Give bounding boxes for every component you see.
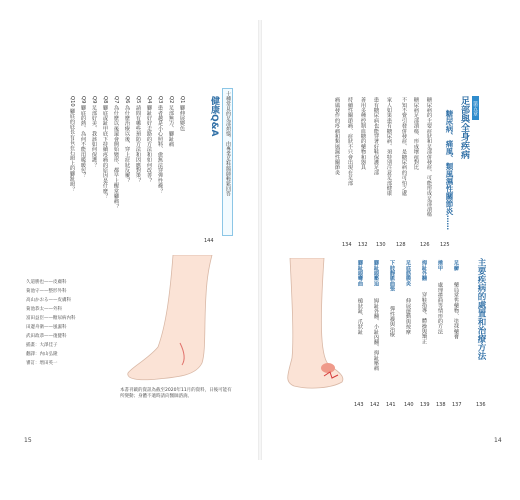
disease-0-title: 足癬 (453, 260, 459, 271)
chapter-title: 足部與全身疾病 (459, 96, 469, 159)
chapter-tag: 第五章 (472, 96, 479, 120)
disease-0-text: 藥局常售藥物、塗抹藥膏 (453, 282, 459, 340)
book-gutter (258, 20, 262, 460)
question-item: Q9 腳底的熱、為何不能用暖暖包？ (80, 96, 86, 178)
credit-item: 插畫：大澤佳子 (26, 343, 58, 348)
disease-2-text: 穿鞋指導、體操與矯正 (421, 292, 427, 344)
disease-3-page: 140 (404, 402, 414, 408)
question-item: Q6 為什麼治療以後、穿上症狀反覆？ (124, 96, 130, 184)
credit-item: 田邊舟衛——風濕科 (26, 325, 67, 330)
credit-item: 高山かおる——皮膚科 (26, 298, 71, 303)
section-1: 糖尿病足部潰瘍、形成壞疽對比 (413, 97, 419, 170)
question-item: Q1 腳伸展變色 (179, 96, 185, 132)
disease-4-page: 141 (386, 402, 396, 408)
disease-header: 主要疾病的處置和治療方法 (476, 258, 486, 360)
credit-item: 菊池守——整形外科 (26, 289, 67, 294)
question-item: Q10 腳底的底長有長在石頭上的腳趾頭？ (69, 96, 75, 192)
credit-item: 武田政恭——復健科 (26, 334, 67, 339)
question-item: Q8 腳底或趾甲底下持續疼痛的原因是什麼？ (102, 96, 108, 199)
disease-0-page: 137 (452, 402, 462, 408)
question-item: Q9 足部好美、我該如何保護？ (91, 96, 97, 168)
disease-3-title: 足底筋膜炎 (405, 260, 411, 286)
section-3: 家人如果患有糖尿病、須特別注意足部健康 (386, 97, 392, 196)
section-7: 痛風發作的疼痛和類風濕性關節炎 (334, 97, 340, 175)
section-6: 持續性關節痛、症狀不只會出現在足部 (347, 97, 353, 186)
qa-header-sub: 十種常見的足部煩惱、由專業足科醫師輕鬆回答 (222, 88, 233, 236)
disease-1-page: 138 (436, 402, 446, 408)
qa-header: 健康Q&A (209, 96, 219, 137)
disease-3-text: 伸展運動與按摩 (405, 298, 411, 335)
disease-2-title: 拇趾外翻 (421, 260, 427, 281)
section-3-page: 130 (376, 242, 386, 248)
disease-4-title: 下肢靜脈曲張 (389, 260, 395, 292)
credit-item: 久道勝也——皮膚科 (26, 280, 67, 285)
question-item: Q3 患者越是小心照料、愈無法穿彈性襪？ (157, 96, 163, 194)
disease-5-title: 腳趾頭壓迫 (373, 260, 379, 286)
section-4: 患有糖尿病也能穿著好鞋保護足部 (373, 97, 379, 175)
disease-6-page: 143 (354, 402, 364, 408)
disease-4-text: 彈性襪與治療 (389, 306, 395, 338)
section-2: 不知不覺引發併發症、是糖尿病的可怕之處 (401, 97, 407, 196)
disease-header-page: 136 (476, 402, 486, 408)
section-2-page: 128 (396, 242, 406, 248)
qa-header-page: 144 (204, 238, 214, 244)
section-0-page: 126 (420, 242, 430, 248)
disease-2-page: 139 (420, 402, 430, 408)
disease-6-text: 槌狀趾、爪狀趾 (357, 298, 363, 335)
question-item: Q7 為什麼以後還會開始變形、都早上醒常腳痛？ (113, 96, 119, 210)
section-6-page: 134 (342, 242, 352, 248)
page-number-right: 14 (494, 437, 502, 444)
section-0: 糖尿病的主要症狀和足部併發症、可能形成足部潰瘍 (426, 97, 432, 217)
section-5-page: 132 (358, 242, 368, 248)
credit-item: 菊池恭太——外科 (26, 307, 62, 312)
question-item: Q5 請問有哪些預防方法和因應對策？ (135, 96, 141, 184)
page-number-left: 15 (24, 437, 32, 444)
credit-item: 翻譯：內山弘隆 (26, 352, 58, 357)
credit-item: 富田益臣——糖尿病內科 (26, 316, 76, 321)
question-item: Q4 腳趾好好走路的方法和如何改善？ (146, 96, 152, 184)
left-foot-illustration (118, 255, 248, 385)
credit-item: 審訂：增田英一 (26, 361, 58, 366)
publication-note: 本書刊載的資訊為截至2020年11月的資料，日後可能有所變動；身體不適時請向醫師諮詢。 (120, 388, 232, 399)
chapter-subtitle: 糖尿病、痛風、類風濕性關節炎…… (445, 110, 454, 230)
disease-5-page: 142 (370, 402, 380, 408)
right-foot-illustration (270, 258, 350, 398)
question-item: Q2 足部無力、腳趾痛 (168, 96, 174, 147)
disease-5-text: 姆趾外翻、小趾內翻、拇趾壓痛 (373, 298, 379, 371)
chapter-page: 125 (440, 242, 450, 248)
disease-1-text: 處理捲曲等情形的方法 (437, 282, 443, 334)
disease-6-title: 腳趾頭彎曲 (357, 260, 363, 286)
disease-1-title: 捲甲 (437, 260, 443, 271)
section-5: 善用多種控制血糖的藥物和器具 (360, 97, 366, 170)
